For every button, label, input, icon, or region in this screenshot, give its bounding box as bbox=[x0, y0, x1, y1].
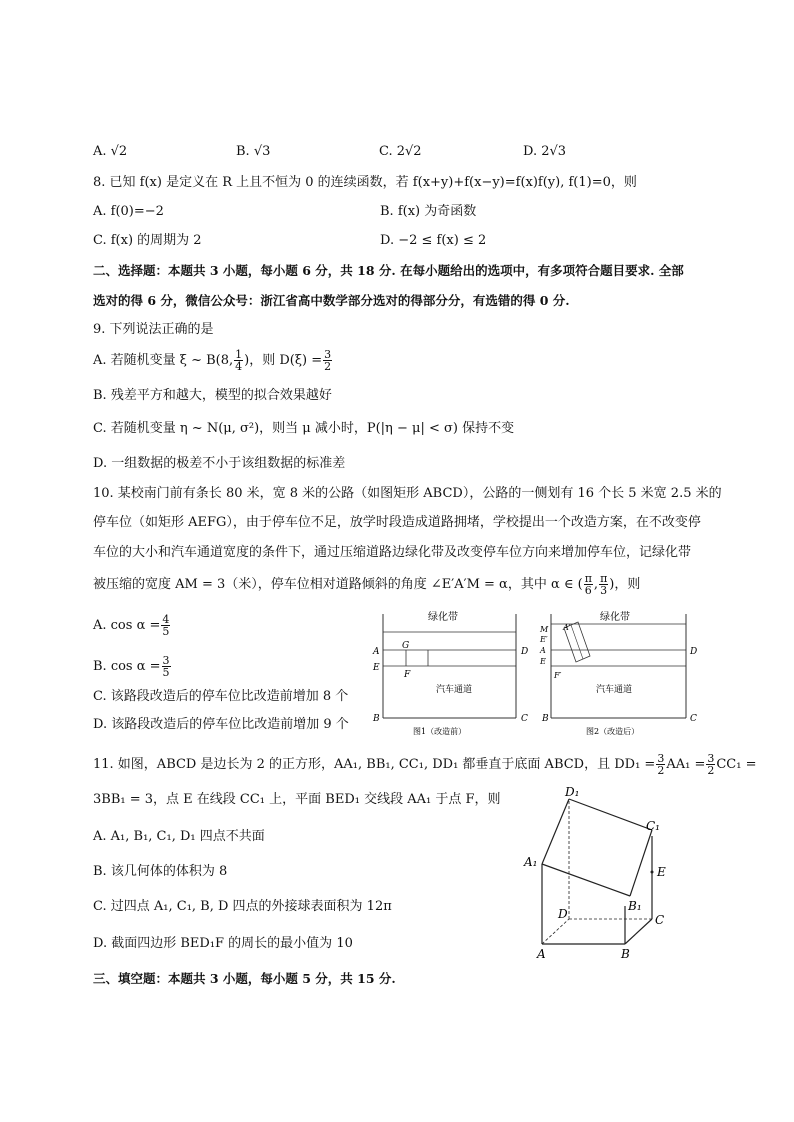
fig2-label-A1: A′ bbox=[563, 623, 571, 632]
q11-option-d: D. 截面四边形 BED₁F 的周长的最小值为 10 bbox=[93, 936, 353, 951]
q10-option-a: A. cos α = $\frac{4}{5}$ bbox=[93, 613, 170, 638]
q7-option-a: A. √2 bbox=[93, 144, 128, 159]
q8-stem: 8. 已知 f(x) 是定义在 R 上且不恒为 0 的连续函数，若 f(x+y)+f(x−y)=f(x)f(y), f(1)=0，则 bbox=[93, 175, 637, 190]
q11-option-a: A. A₁, B₁, C₁, D₁ 四点不共面 bbox=[93, 829, 265, 844]
fig1-label-F: F bbox=[404, 670, 411, 680]
q8-option-a: A. f(0)=−2 bbox=[93, 204, 164, 219]
fig-label-A1: A₁ bbox=[524, 855, 538, 869]
q8-option-c: C. f(x) 的周期为 2 bbox=[93, 233, 202, 248]
q9-option-a: A. 若随机变量 ξ ~ B(8, $\frac{1}{4}$ )，则 D(ξ) = $\frac{3}{2}$ bbox=[93, 348, 332, 373]
section2-line1: 二、选择题：本题共 3 小题，每小题 6 分，共 18 分. 在每小题给出的选项中，有多项符合题目要求. 全部 bbox=[93, 263, 684, 278]
q10-figure1 bbox=[372, 610, 528, 736]
q9-stem: 9. 下列说法正确的是 bbox=[93, 322, 214, 337]
q10-line2: 停车位（如矩形 AEFG），由于停车位不足，放学时段造成道路拥堵，学校提出一个改造方案，在不改变停 bbox=[93, 515, 701, 530]
q9-option-b: B. 残差平方和越大，模型的拟合效果越好 bbox=[93, 388, 332, 403]
fig-label-A: A bbox=[537, 947, 546, 961]
section3-heading: 三、填空题：本题共 3 小题，每小题 5 分，共 15 分. bbox=[93, 971, 396, 986]
fig2-label-E: E bbox=[540, 657, 546, 666]
fig2-lane-label: 汽车通道 bbox=[596, 685, 633, 695]
fig1-label-D: D bbox=[521, 647, 529, 657]
q7-option-c: C. 2√2 bbox=[379, 144, 422, 159]
fig2-label-M: M bbox=[540, 625, 549, 634]
q11-line1: 11. 如图，ABCD 是边长为 2 的正方形，AA₁, BB₁, CC₁, DD₁ 都垂直于底面 ABCD，且 DD₁ = $\frac{3}{2}$ AA₁ = $\frac{3}{2}$ CC₁ = bbox=[93, 752, 757, 777]
fig1-lane-label: 汽车通道 bbox=[436, 685, 473, 695]
q11-option-b: B. 该几何体的体积为 8 bbox=[93, 864, 228, 879]
q7-option-d: D. 2√3 bbox=[523, 144, 567, 159]
q11-line2: 3BB₁ = 3，点 E 在线段 CC₁ 上，平面 BED₁ 交线段 AA₁ 于点 F，则 bbox=[93, 792, 501, 807]
fig-label-C: C bbox=[655, 913, 665, 927]
fig-label-B1: B₁ bbox=[628, 899, 642, 913]
q10-option-b: B. cos α = $\frac{3}{5}$ bbox=[93, 654, 170, 679]
q7-option-b: B. √3 bbox=[236, 144, 271, 159]
q10-option-c: C. 该路段改造后的停车位比改造前增加 8 个 bbox=[93, 689, 349, 704]
fig1-label-G: G bbox=[402, 641, 410, 651]
fig2-label-D: D bbox=[690, 647, 698, 657]
q9-option-d: D. 一组数据的极差不小于该组数据的标准差 bbox=[93, 456, 346, 471]
q10-line3: 车位的大小和汽车通道宽度的条件下，通过压缩道路边绿化带及改变停车位方向来增加停车位，记绿化带 bbox=[93, 545, 692, 560]
q8-option-b: B. f(x) 为奇函数 bbox=[380, 204, 477, 219]
fig2-label-C: C bbox=[690, 714, 697, 724]
fig2-label-F1: F′ bbox=[554, 671, 562, 680]
q10-line4: 被压缩的宽度 AM = 3（米），停车位相对道路倾斜的角度 ∠E′A′M = α，其中 α ∈ ( $\frac{\pi}{6}$ , $\frac{\pi}{3}$ )，则 bbox=[93, 572, 641, 597]
q10-line1: 10. 某校南门前有条长 80 米，宽 8 米的公路（如图矩形 ABCD），公路的一侧划有 16 个长 5 米宽 2.5 米的 bbox=[93, 486, 722, 501]
q10-option-d: D. 该路段改造后的停车位比改造前增加 9 个 bbox=[93, 717, 349, 732]
fig-label-D1: D₁ bbox=[565, 785, 580, 799]
fig2-label-A: A bbox=[540, 646, 546, 655]
fig-label-D: D bbox=[558, 907, 568, 921]
q8-option-d: D. −2 ≤ f(x) ≤ 2 bbox=[380, 233, 487, 248]
fig2-label-B: B bbox=[542, 714, 549, 724]
fig1-label-B: B bbox=[373, 714, 380, 724]
fig1-green-label: 绿化带 bbox=[428, 612, 458, 623]
q11-option-c: C. 过四点 A₁, C₁, B, D 四点的外接球表面积为 12π bbox=[93, 899, 392, 914]
q9-option-c: C. 若随机变量 η ~ N(μ, σ²)，则当 μ 减小时，P(|η − μ| < σ) 保持不变 bbox=[93, 421, 515, 436]
fig1-label-C: C bbox=[521, 714, 528, 724]
fig-label-E: E bbox=[657, 865, 666, 879]
q10-figures bbox=[368, 606, 708, 741]
fig2-caption: 图2（改造后） bbox=[586, 727, 640, 736]
fig-label-C1: C₁ bbox=[646, 819, 660, 833]
fig2-green-label: 绿化带 bbox=[600, 612, 630, 623]
section2-line2: 选对的得 6 分，微信公众号：浙江省高中数学部分选对的得部分分，有选错的得 0 分. bbox=[93, 293, 570, 308]
fig2-label-E1: E′ bbox=[540, 635, 548, 644]
fig-label-B: B bbox=[621, 947, 630, 961]
q10-figure2 bbox=[539, 610, 697, 736]
q11-solid-figure bbox=[520, 784, 680, 964]
fig1-label-E: E bbox=[373, 663, 380, 673]
fig1-caption: 图1（改造前） bbox=[413, 727, 467, 736]
fig1-label-A: A bbox=[373, 647, 380, 657]
